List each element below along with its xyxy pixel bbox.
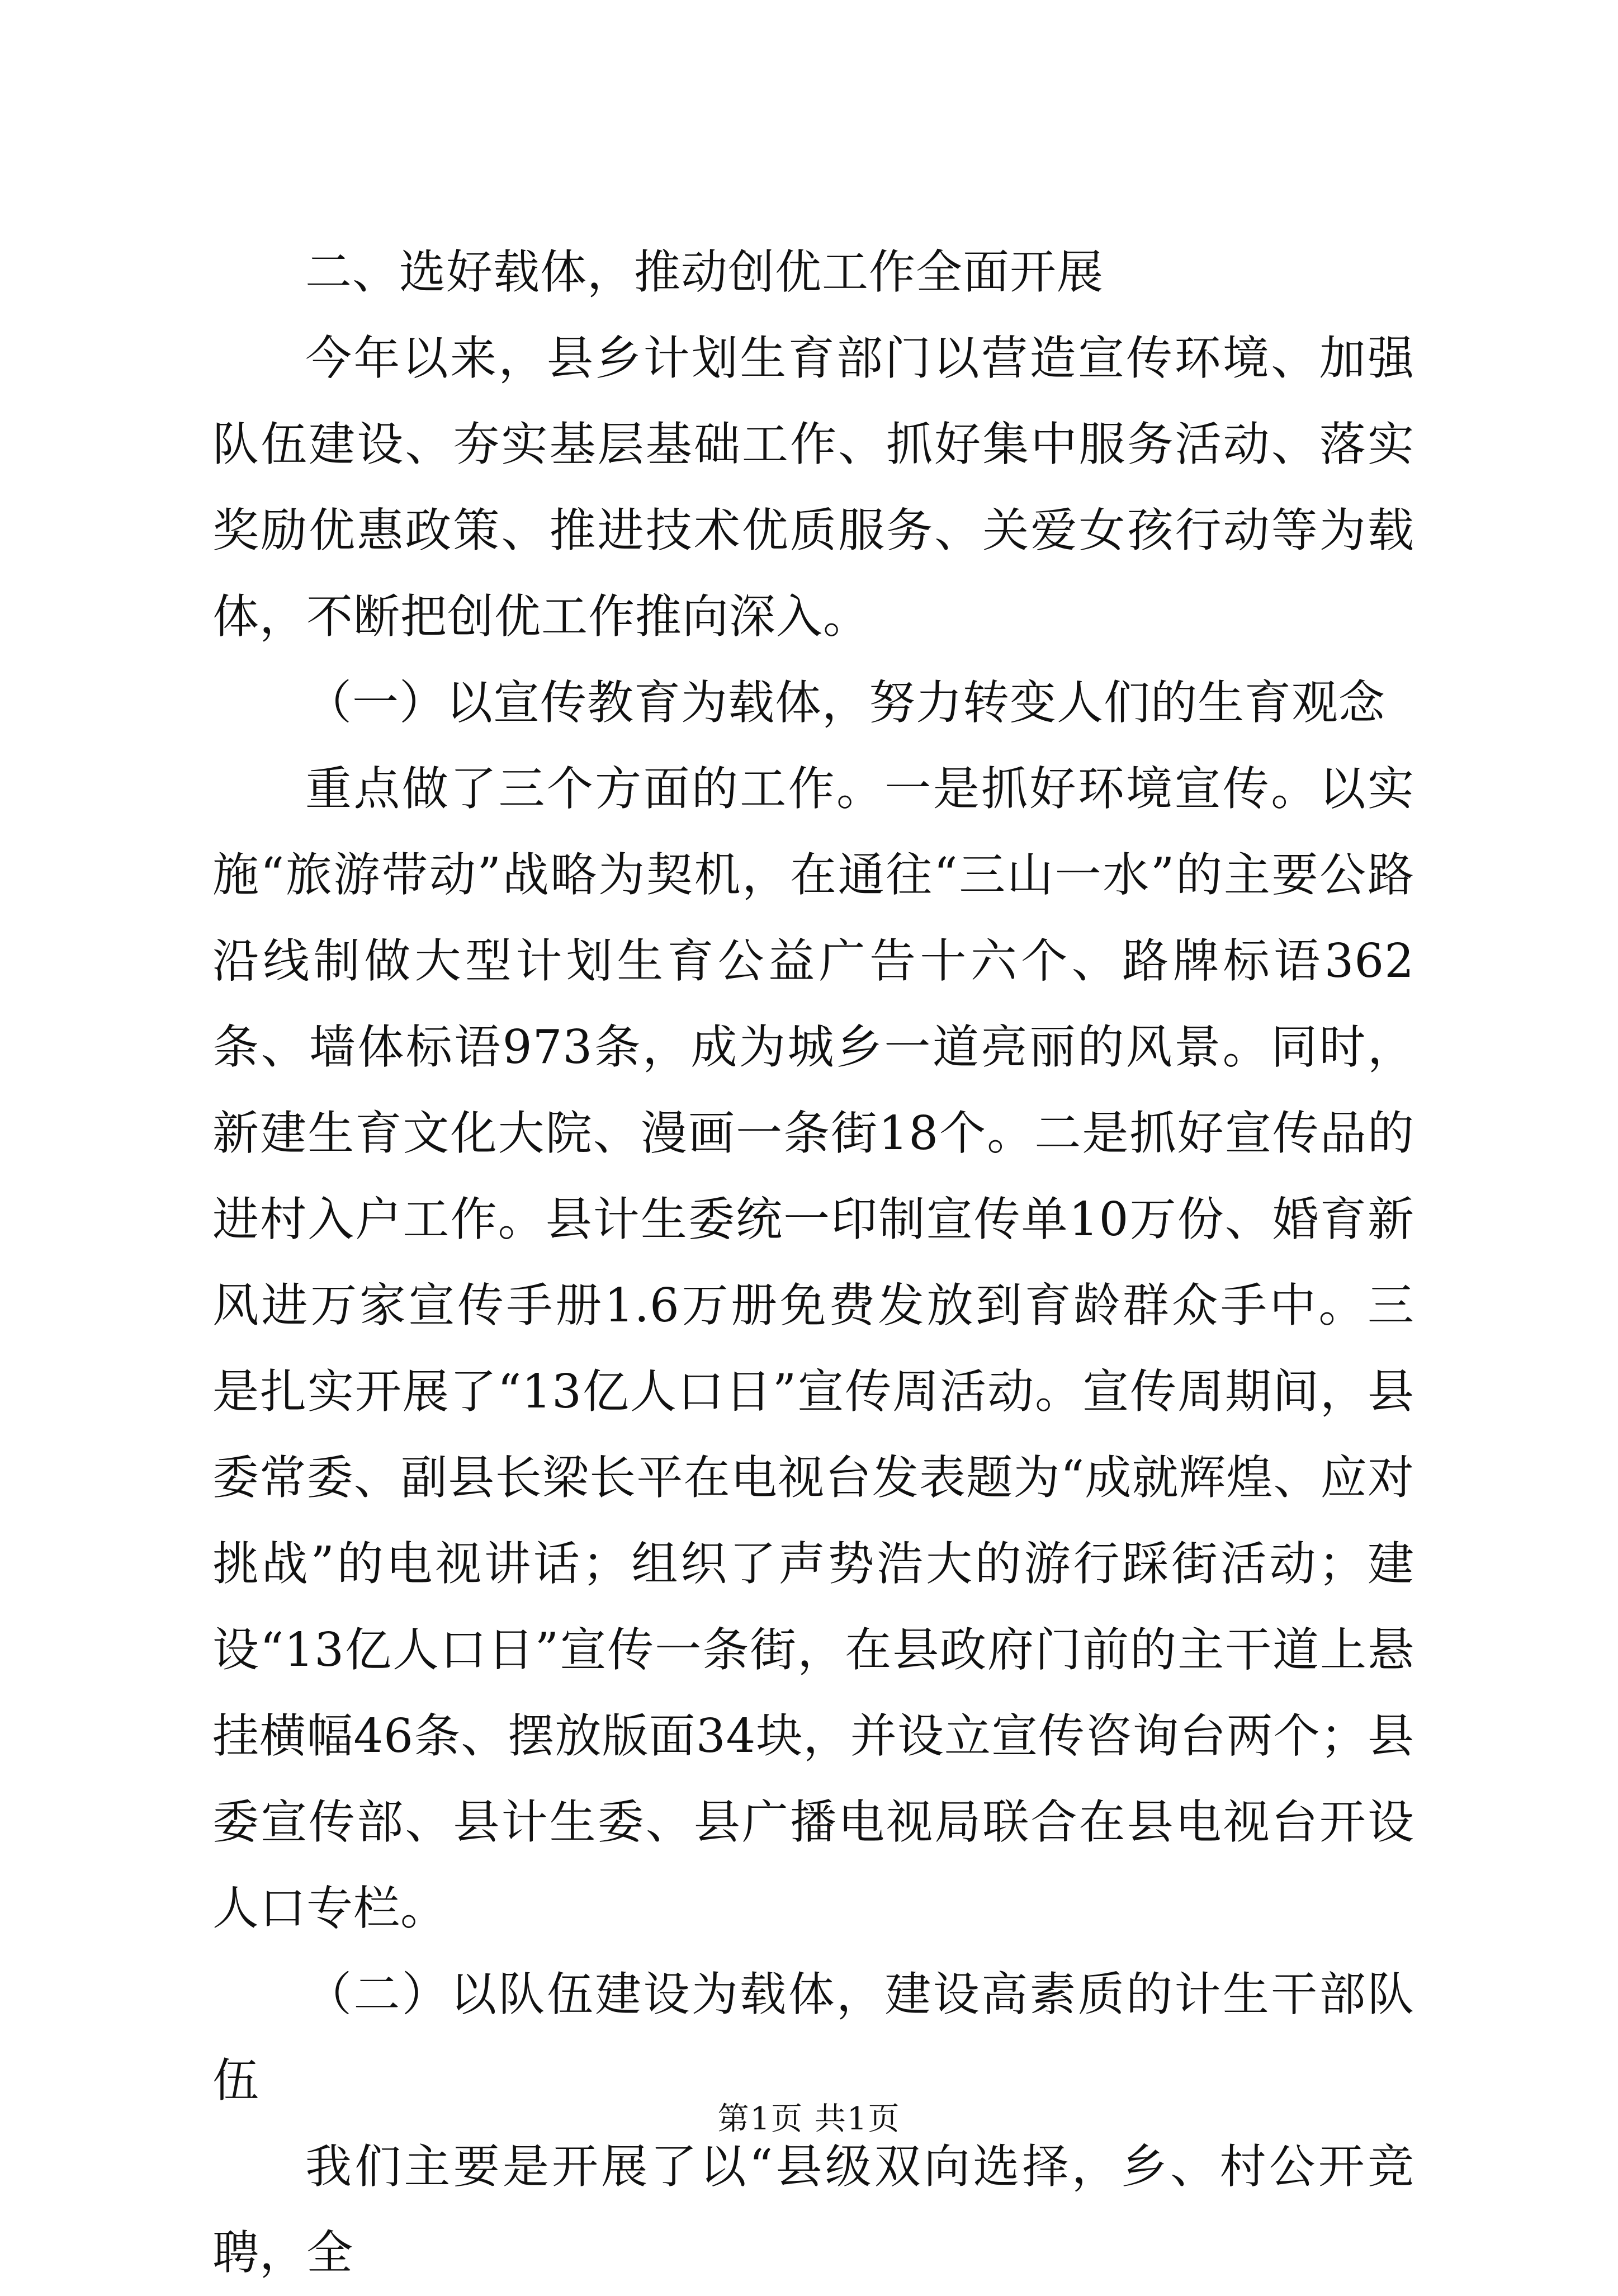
paragraph: 我们主要是开展了以“县级双向选择，乡、村公开竞聘，全 [212, 2139, 1414, 2280]
document-body [212, 229, 1414, 2296]
paragraph: 今年以来，县乡计划生育部门以营造宣传环境、加强队伍建设、夯实基层基础工作、抓好集中服务活动、落实奖励优惠政策、推进技术优质服务、关爱女孩行动等为载体，不断把创优工作推向深入。 [212, 331, 1414, 644]
paragraph: 重点做了三个方面的工作。一是抓好环境宣传。以实施“旅游带动”战略为契机，在通往“三山一水”的主要公路沿线制做大型计划生育公益广告十六个、路牌标语362条、墙体标语973条，成为城乡一道亮丽的风景。同时，新建生育文化大院、漫画一条街18个。二是抓好宣传品的进村入户工作。县计生委统一印制宣传单10万份、婚育新风进万家宣传手册1.6万册免费发放到育龄群众手中。三是扎实开展了“13亿人口日”宣传周活动。宣传周期间，县委常委、副县长梁长平在电视台发表题为“成就辉煌、应对挑战”的电视讲话；组织了声势浩大的游行踩街活动；建设“13亿人口日”宣传一条街，在县政府门前的主干道上悬挂横幅46条、摆放版面34块，并设立宣传咨询台两个；县委宣传部、县计生委、县广播电视局联合在县电视台开设人口专栏。 [212, 762, 1414, 1935]
page-footer: 第1页 共1页 [717, 2101, 901, 2137]
subsection-heading: （一）以宣传教育为载体，努力转变人们的生育观念 [305, 675, 1385, 730]
subsection-heading: （二）以队伍建设为载体，建设高素质的计生干部队伍 [212, 1967, 1414, 2108]
section-heading: 二、选好载体，推动创优工作全面开展 [305, 245, 1104, 299]
